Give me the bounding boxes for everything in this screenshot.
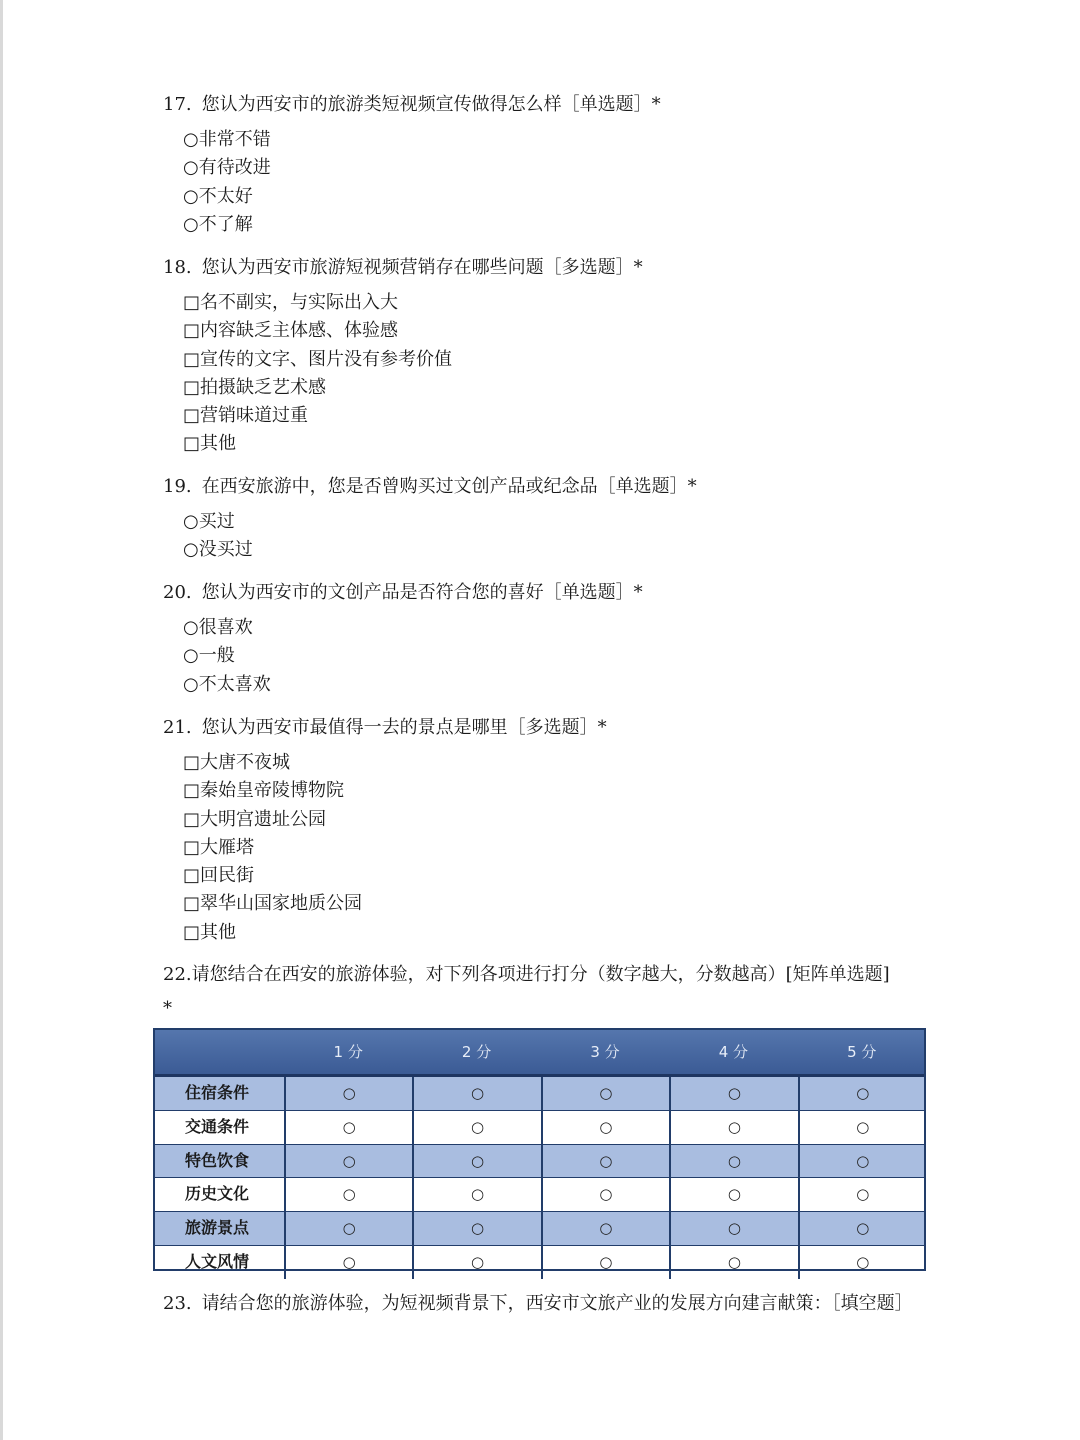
matrix-radio[interactable]: ○ bbox=[669, 1246, 797, 1279]
matrix-radio[interactable]: ○ bbox=[669, 1111, 797, 1144]
question-title bbox=[163, 958, 923, 1026]
matrix-radio[interactable]: ○ bbox=[284, 1178, 412, 1211]
matrix-radio[interactable]: ○ bbox=[541, 1212, 669, 1245]
question-text: 您认为西安市的旅游类短视频宣传做得怎么样［单选题］* bbox=[201, 94, 661, 115]
matrix-radio[interactable]: ○ bbox=[669, 1212, 797, 1245]
radio-option[interactable]: ○有待改进 bbox=[183, 157, 271, 179]
question-number: 21. bbox=[163, 717, 192, 738]
radio-option[interactable]: ○非常不错 bbox=[183, 129, 271, 150]
matrix-radio[interactable]: ○ bbox=[798, 1212, 926, 1245]
matrix-column-header: 3 分 bbox=[590, 1043, 620, 1061]
matrix-row-label: 特色饮食 bbox=[185, 1150, 250, 1170]
checkbox-option[interactable]: □大唐不夜城 bbox=[183, 752, 291, 773]
matrix-row-label: 历史文化 bbox=[185, 1184, 250, 1204]
matrix-corner-cell bbox=[155, 1030, 284, 1074]
question-title bbox=[163, 582, 923, 604]
matrix-radio[interactable]: ○ bbox=[669, 1145, 797, 1178]
matrix-radio[interactable]: ○ bbox=[798, 1246, 926, 1279]
question-text: 您认为西安市旅游短视频营销存在哪些问题［多选题］* bbox=[201, 257, 643, 278]
question-text: 您认为西安市的文创产品是否符合您的喜好［单选题］* bbox=[201, 582, 643, 603]
matrix-radio[interactable]: ○ bbox=[284, 1077, 412, 1110]
option-list bbox=[183, 614, 923, 699]
question-21 bbox=[163, 717, 923, 947]
checkbox-option[interactable]: □大明宫遗址公园 bbox=[183, 808, 327, 830]
matrix-row bbox=[155, 1177, 924, 1211]
radio-option[interactable]: ○不太喜欢 bbox=[183, 673, 271, 695]
question-number: 18. bbox=[163, 257, 192, 278]
question-22 bbox=[163, 958, 923, 1026]
page-edge-divider bbox=[0, 0, 3, 1440]
matrix-header bbox=[155, 1030, 924, 1077]
matrix-row bbox=[155, 1245, 924, 1279]
checkbox-option[interactable]: □其他 bbox=[183, 433, 237, 455]
checkbox-option[interactable]: □内容缺乏主体感、体验感 bbox=[183, 320, 399, 342]
checkbox-option[interactable]: □营销味道过重 bbox=[183, 405, 309, 427]
question-title bbox=[163, 257, 923, 279]
question-20 bbox=[163, 582, 923, 699]
checkbox-option[interactable]: □名不副实，与实际出入大 bbox=[183, 292, 399, 313]
question-number: 19. bbox=[163, 476, 192, 497]
matrix-radio[interactable]: ○ bbox=[541, 1178, 669, 1211]
matrix-column-header: 1 分 bbox=[333, 1043, 363, 1061]
checkbox-option[interactable]: □回民街 bbox=[183, 865, 255, 887]
radio-option[interactable]: ○很喜欢 bbox=[183, 617, 253, 638]
matrix-row-label: 交通条件 bbox=[185, 1116, 250, 1136]
checkbox-option[interactable]: □其他 bbox=[183, 921, 237, 943]
matrix-radio[interactable]: ○ bbox=[541, 1145, 669, 1178]
question-number: 22. bbox=[163, 964, 192, 985]
matrix-radio[interactable]: ○ bbox=[412, 1246, 540, 1279]
checkbox-option[interactable]: □秦始皇帝陵博物院 bbox=[183, 780, 345, 802]
matrix-radio[interactable]: ○ bbox=[284, 1145, 412, 1178]
matrix-radio[interactable]: ○ bbox=[798, 1145, 926, 1178]
matrix-row-label: 旅游景点 bbox=[185, 1218, 250, 1238]
matrix-radio[interactable]: ○ bbox=[412, 1212, 540, 1245]
radio-option[interactable]: ○没买过 bbox=[183, 539, 253, 561]
question-number: 17. bbox=[163, 94, 192, 115]
matrix-row-label: 人文风情 bbox=[185, 1251, 250, 1271]
question-text: 在西安旅游中，您是否曾购买过文创产品或纪念品［单选题］* bbox=[201, 476, 697, 497]
matrix-radio[interactable]: ○ bbox=[284, 1212, 412, 1245]
matrix-body bbox=[155, 1077, 924, 1279]
checkbox-option[interactable]: □宣传的文字、图片没有参考价值 bbox=[183, 348, 453, 370]
question-title bbox=[163, 94, 923, 116]
checkbox-option[interactable]: □大雁塔 bbox=[183, 836, 255, 858]
question-title bbox=[163, 1287, 923, 1321]
matrix-radio[interactable]: ○ bbox=[669, 1077, 797, 1110]
matrix-row bbox=[155, 1211, 924, 1245]
question-17 bbox=[163, 94, 923, 239]
question-text: 您认为西安市最值得一去的景点是哪里［多选题］* bbox=[201, 717, 607, 738]
radio-option[interactable]: ○不太好 bbox=[183, 185, 253, 207]
radio-option[interactable]: ○买过 bbox=[183, 511, 235, 532]
matrix-column-header: 5 分 bbox=[847, 1043, 877, 1061]
matrix-radio[interactable]: ○ bbox=[284, 1111, 412, 1144]
question-title bbox=[163, 717, 923, 739]
matrix-radio[interactable]: ○ bbox=[669, 1178, 797, 1211]
matrix-column-header: 4 分 bbox=[718, 1043, 749, 1061]
matrix-radio[interactable]: ○ bbox=[798, 1111, 926, 1144]
question-18 bbox=[163, 257, 923, 459]
question-text: 请您结合在西安的旅游体验，对下列各项进行打分（数字越大，分数越高）[矩阵单选题] bbox=[191, 964, 890, 985]
matrix-row bbox=[155, 1110, 924, 1144]
radio-option[interactable]: ○不了解 bbox=[183, 213, 253, 235]
option-list bbox=[183, 749, 923, 947]
question-23 bbox=[163, 1287, 923, 1321]
matrix-radio[interactable]: ○ bbox=[412, 1178, 540, 1211]
matrix-radio[interactable]: ○ bbox=[798, 1178, 926, 1211]
question-title bbox=[163, 476, 923, 498]
checkbox-option[interactable]: □翠华山国家地质公园 bbox=[183, 893, 363, 915]
question-number: 23. bbox=[163, 1293, 192, 1314]
option-list bbox=[183, 289, 923, 459]
matrix-radio[interactable]: ○ bbox=[798, 1077, 926, 1110]
matrix-column-header: 2 分 bbox=[461, 1043, 492, 1061]
matrix-row bbox=[155, 1077, 924, 1110]
question-number: 20. bbox=[163, 582, 192, 603]
matrix-radio[interactable]: ○ bbox=[541, 1111, 669, 1144]
question-19 bbox=[163, 476, 923, 565]
option-list bbox=[183, 126, 923, 239]
question-text: 请结合您的旅游体验，为短视频背景下，西安市文旅产业的发展方向建言献策：［填空题］ bbox=[201, 1293, 913, 1314]
matrix-radio[interactable]: ○ bbox=[284, 1246, 412, 1279]
checkbox-option[interactable]: □拍摄缺乏艺术感 bbox=[183, 376, 327, 398]
matrix-radio[interactable]: ○ bbox=[541, 1077, 669, 1110]
matrix-row-label: 住宿条件 bbox=[185, 1083, 250, 1102]
matrix-radio[interactable]: ○ bbox=[412, 1111, 540, 1144]
radio-option[interactable]: ○一般 bbox=[183, 645, 235, 667]
matrix-row bbox=[155, 1144, 924, 1178]
rating-matrix bbox=[153, 1028, 926, 1271]
matrix-radio[interactable]: ○ bbox=[541, 1246, 669, 1279]
required-marker: * bbox=[163, 998, 172, 1019]
matrix-radio[interactable]: ○ bbox=[412, 1077, 540, 1110]
matrix-radio[interactable]: ○ bbox=[412, 1145, 540, 1178]
option-list bbox=[183, 508, 923, 565]
